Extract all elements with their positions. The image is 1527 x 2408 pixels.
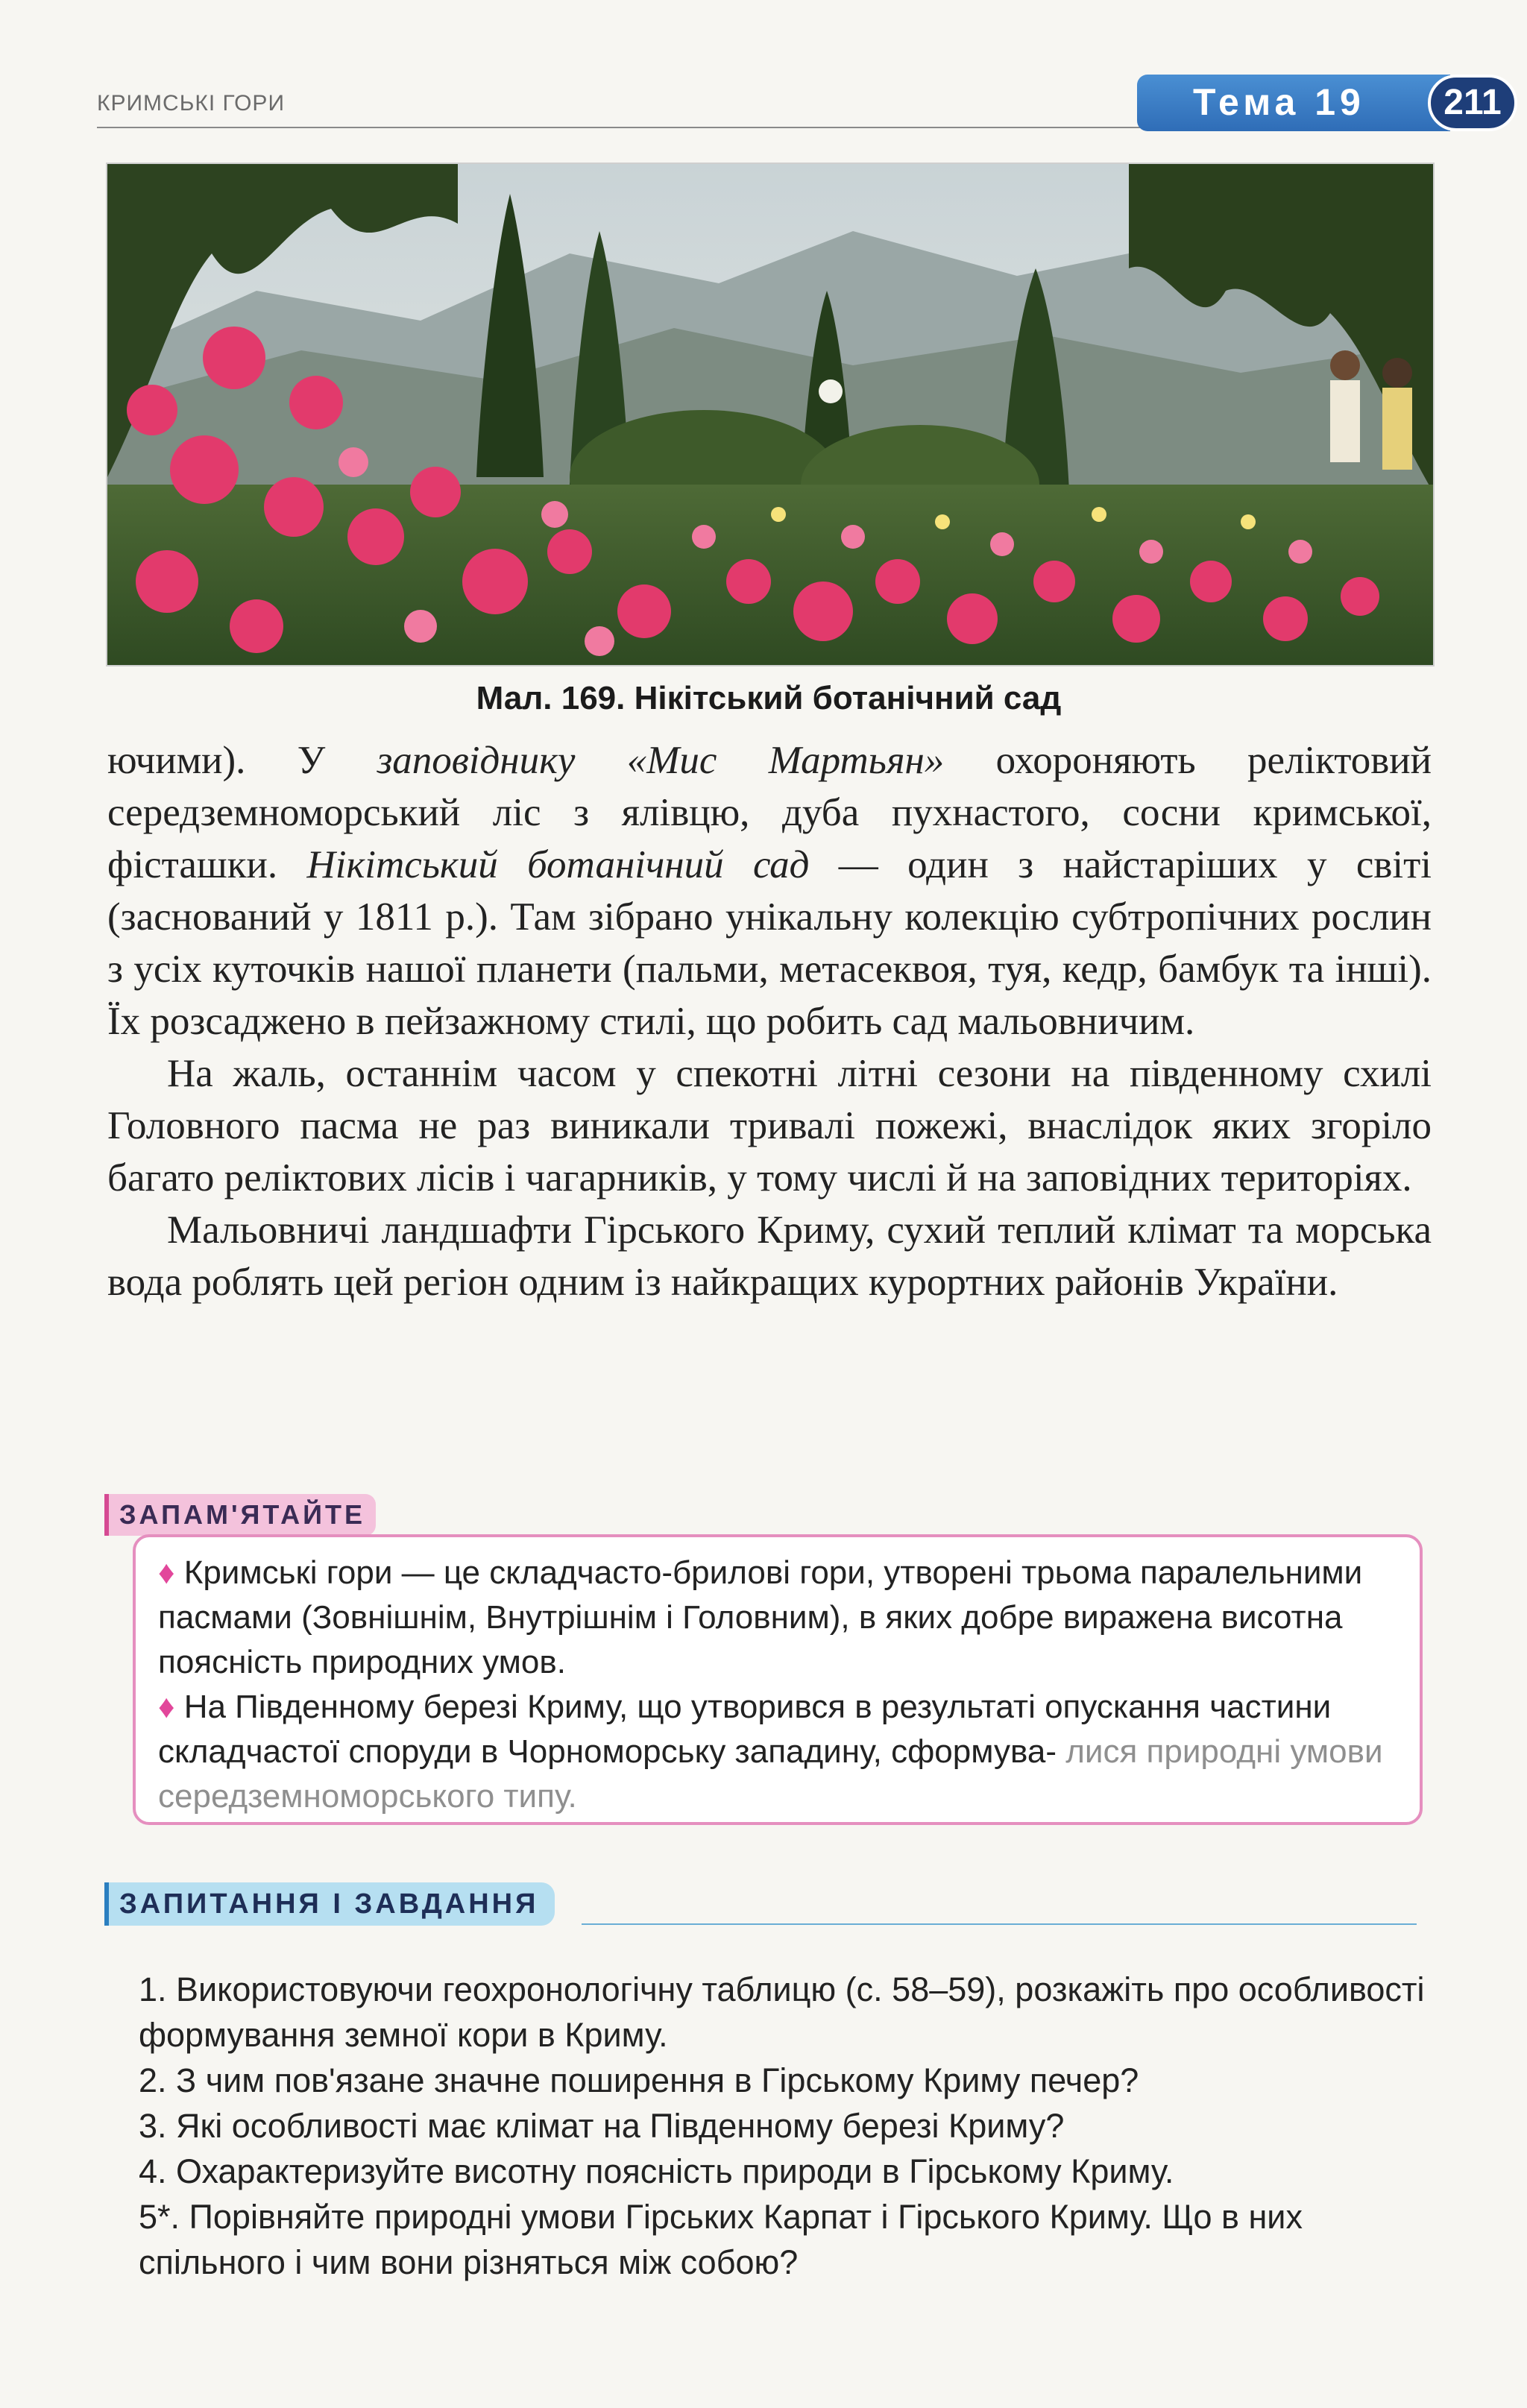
remember-item-2-tail: лися природні умови середземноморського типу. xyxy=(158,1733,1383,1815)
header-rule xyxy=(97,127,1141,128)
question-item: 4. Охарактеризуйте висотну поясність природи в Гірському Криму. xyxy=(139,2152,1174,2190)
question-item: 3. Які особливості має клімат на Південному березі Криму? xyxy=(139,2107,1065,2145)
paragraph-3: Мальовничі ландшафти Гірського Криму, сухий теплий клімат та морська вода роблять цей регіон одним із найкращих курортних районів України. xyxy=(107,1208,1432,1304)
questions-heading: ЗАПИТАННЯ І ЗАВДАННЯ xyxy=(104,1882,555,1926)
remember-content xyxy=(158,1551,1402,1819)
remember-item-2 xyxy=(158,1685,1402,1819)
question-item: 2. З чим пов'язане значне поширення в Гірському Криму печер? xyxy=(139,2061,1139,2099)
figure-caption: Мал. 169. Нікітський ботанічний сад xyxy=(476,680,1062,716)
p1-text-end: — один з найстаріших у світі (заснований у 1811 р.). Там зібрано унікальну колекцію субтропічних рослин з усіх куточків нашої планети (пальми, метасеквоя, туя, кедр, бамбук та інші). Їх розсаджено в пейзажному стилі, що робить сад мальовничим. xyxy=(107,843,1432,1043)
questions-list xyxy=(139,1967,1429,2285)
p1-emphasis-reserve: заповіднику «Мис Мартьян» xyxy=(377,739,945,782)
running-head: КРИМСЬКІ ГОРИ xyxy=(97,91,286,116)
topic-label: Тема 19 xyxy=(1193,81,1365,123)
diamond-bullet-icon: ♦ xyxy=(158,1554,175,1591)
question-item: 5*. Порівняйте природні умови Гірських Карпат і Гірського Криму. Що в них спільного і чим вони різняться між собою? xyxy=(139,2198,1303,2281)
questions-rule xyxy=(582,1923,1417,1925)
paragraph-2: На жаль, останнім часом у спекотні літні сезони на південному схилі Головного пасма не раз виникали тривалі пожежі, внаслідок яких згоріло багато реліктових лісів і чагарників, у тому числі й на заповідних територіях. xyxy=(107,1052,1432,1200)
page-number: 211 xyxy=(1428,75,1517,131)
p1-emphasis-garden: Нікітський ботанічний сад xyxy=(306,843,810,886)
remember-item-1 xyxy=(158,1551,1402,1685)
diamond-bullet-icon: ♦ xyxy=(158,1689,175,1725)
paragraph-1 xyxy=(107,734,1432,1047)
p1-text-start: ючими). У xyxy=(107,739,377,782)
botanical-garden-photo xyxy=(106,163,1435,666)
main-text xyxy=(107,734,1432,1308)
garden-illustration xyxy=(107,164,1433,665)
p1-text-mid: охороняють реліктовий середземноморський ліс з ялівцю, дуба пухнастого, сосни кримської, фісташки. xyxy=(107,739,1432,886)
question-item: 1. Використовуючи геохронологічну таблицю (с. 58–59), розкажіть про особливості формування земної кори в Криму. xyxy=(139,1970,1425,2054)
remember-item-1-text: Кримські гори — це складчасто-брилові гори, утворені трьома паралельними пасмами (Зовнішнім, Внутрішнім і Головним), в яких добре виражена висотна поясність природних умов. xyxy=(158,1554,1363,1680)
remember-item-2-text: На Південному березі Криму, що утворився в результаті опускання частини складчастої споруди в Чорноморську западину, сформува- xyxy=(158,1689,1332,1770)
remember-heading: ЗАПАМ'ЯТАЙТЕ xyxy=(104,1494,376,1536)
